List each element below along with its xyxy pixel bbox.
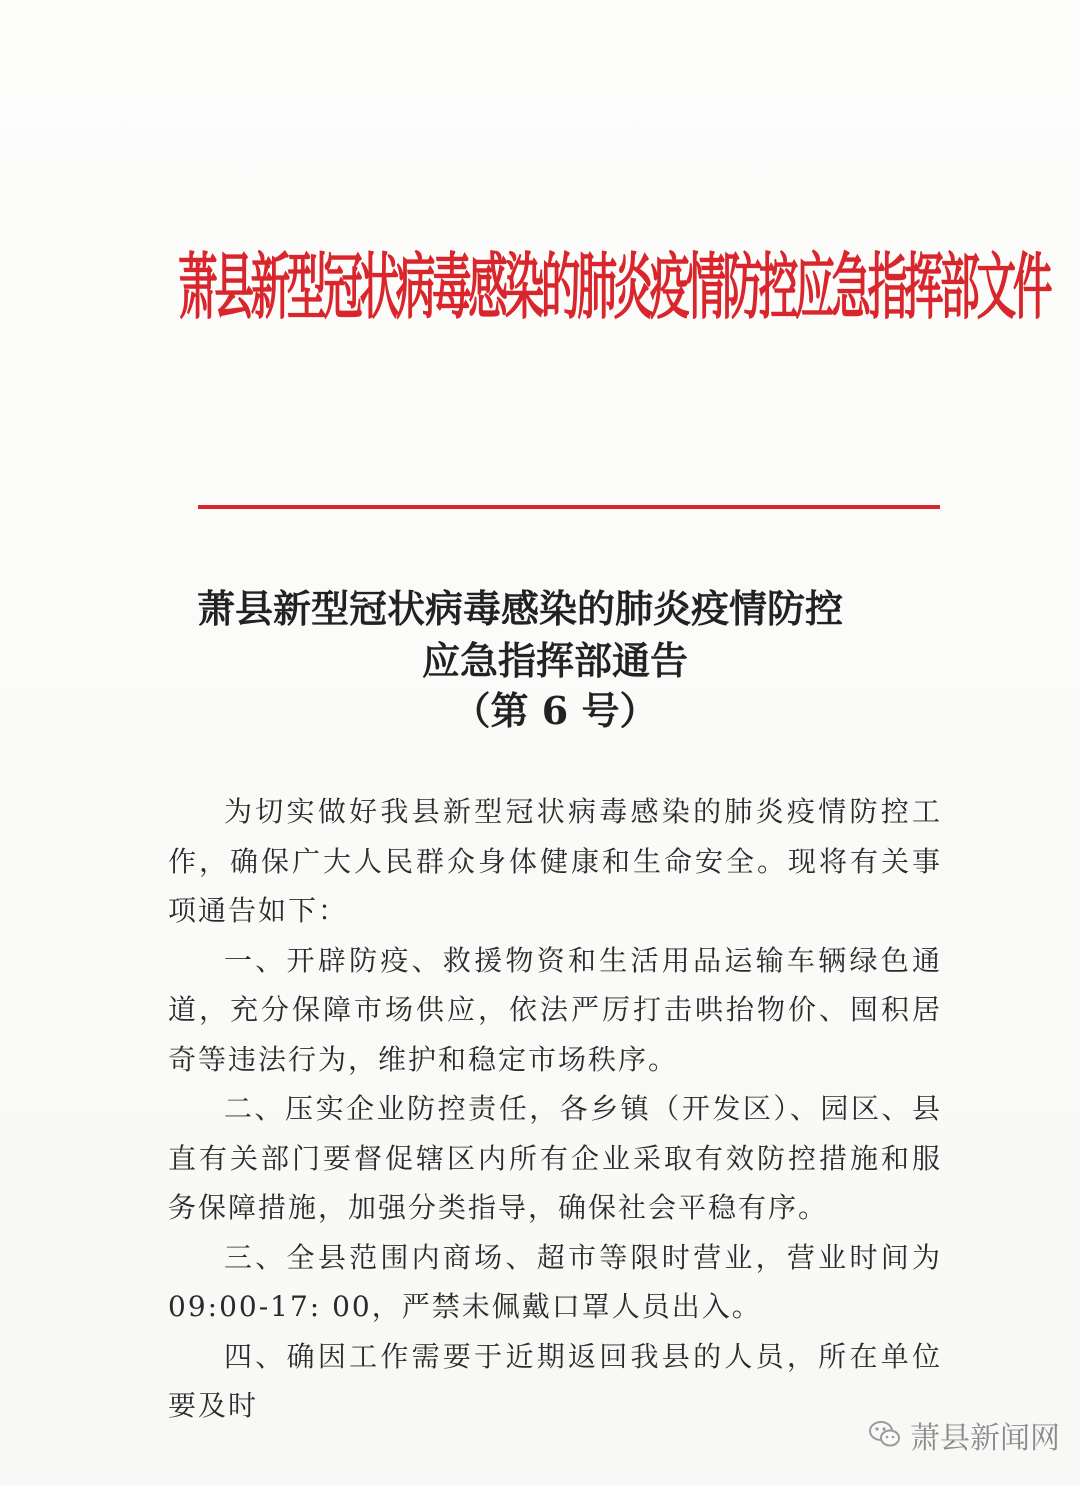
paragraph-item-2: 二、压实企业防控责任，各乡镇（开发区）、园区、县直有关部门要督促辖区内所有企业采取有效防控措施和服务保障措施，加强分类指导，确保社会平稳有序。	[168, 1092, 942, 1224]
red-header-title: 萧县新型冠状病毒感染的肺炎疫情防控应急指挥部文件	[178, 245, 1050, 329]
wechat-icon	[868, 1418, 902, 1452]
notice-title-line2: 应急指挥部通告	[421, 638, 688, 683]
red-divider-line	[198, 505, 940, 509]
paragraph-item-3: 三、全县范围内商场、超市等限时营业，营业时间为09:00-17: 00，严禁未佩戴口罩人员出入。	[168, 1240, 942, 1323]
notice-title-line1: 萧县新型冠状病毒感染的肺炎疫情防控	[196, 586, 843, 631]
source-watermark	[868, 1415, 1060, 1455]
notice-body	[168, 787, 942, 1431]
paragraph-item-4: 四、确因工作需要于近期返回我县的人员，所在单位要及时	[168, 1339, 942, 1422]
paragraph-intro: 为切实做好我县新型冠状病毒感染的肺炎疫情防控工作，确保广大人民群众身体健康和生命安全。现将有关事项通告如下：	[168, 795, 942, 927]
watermark-text: 萧县新闻网	[910, 1421, 1060, 1456]
paragraph-item-1: 一、开辟防疫、救援物资和生活用品运输车辆绿色通道，充分保障市场供应，依法严厉打击哄抬物价、囤积居奇等违法行为，维护和稳定市场秩序。	[168, 943, 942, 1076]
notice-number: （第 6 号）	[452, 688, 658, 733]
